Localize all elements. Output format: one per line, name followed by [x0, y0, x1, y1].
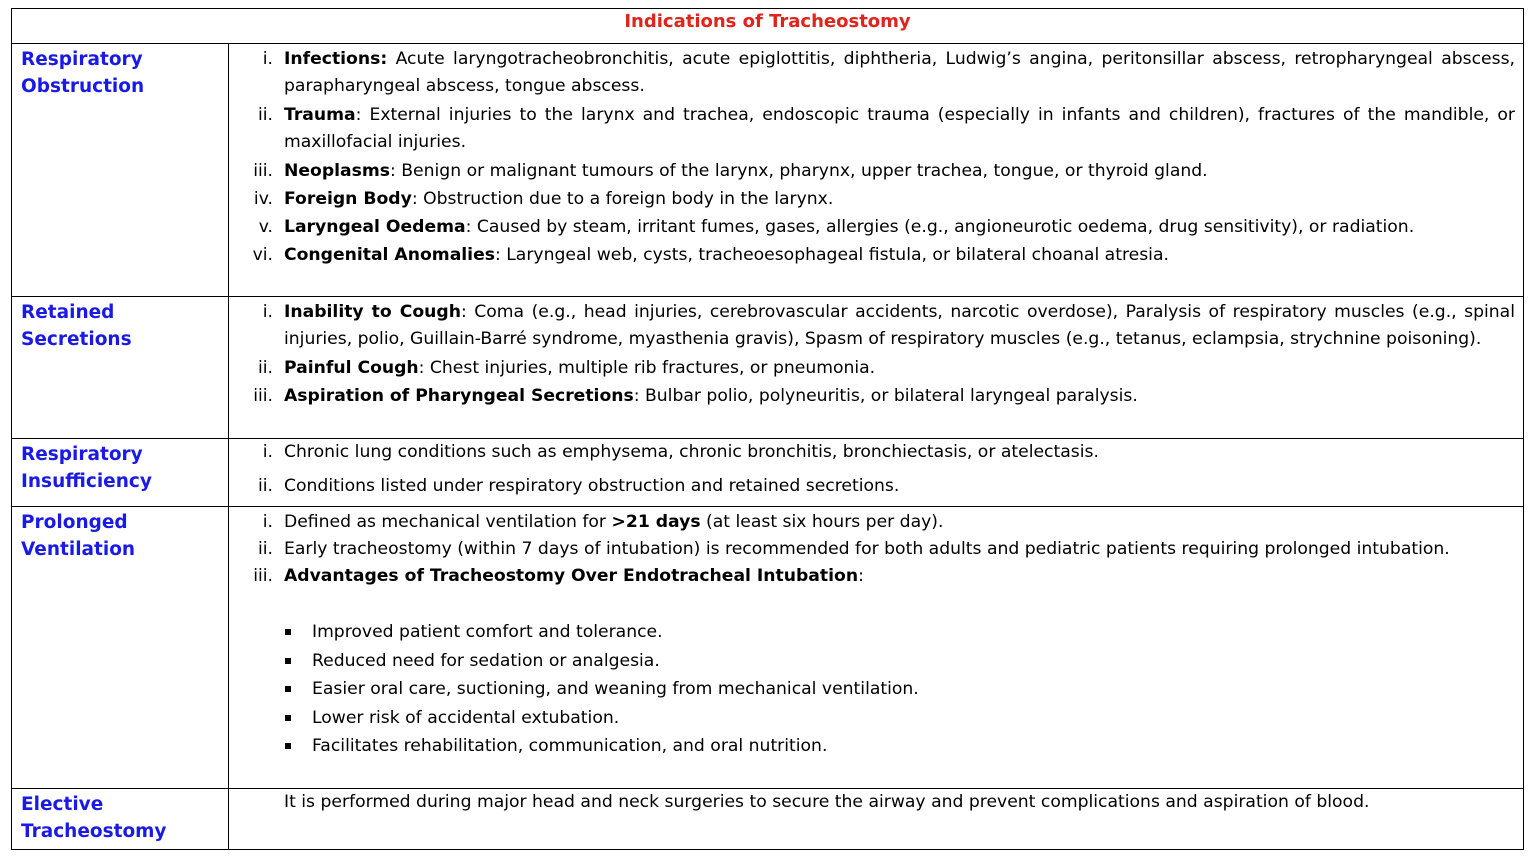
list-item	[243, 509, 1515, 536]
item-text: Conditions listed under respiratory obstruction and retained secretions.	[284, 476, 900, 496]
item-number: ii.	[257, 358, 273, 378]
row-label-prolonged-ventilation	[21, 509, 221, 563]
item-term: Painful Cough	[284, 358, 419, 378]
label-line: Elective	[21, 794, 104, 815]
item-number: v.	[258, 217, 273, 237]
paragraph	[243, 789, 1515, 816]
label-line: Insufficiency	[21, 471, 152, 492]
item-text: : Obstruction due to a foreign body in the larynx.	[411, 189, 834, 209]
bullet-item	[243, 675, 1515, 704]
item-text: : Coma (e.g., head injuries, cerebrovascular accidents, narcotic overdose), Paralysis of respiratory muscles (e.g., spinal injuries, polio, Guillain-Barré syndrome, myasthenia gravis), Spasm of respiratory muscles (e.g., tetanus, eclampsia, strychnine poisoning).	[284, 302, 1515, 349]
bullet-text: Lower risk of accidental extubation.	[312, 707, 620, 728]
item-text: : Bulbar polio, polyneuritis, or bilateral laryngeal paralysis.	[633, 386, 1138, 406]
row-content-respiratory-obstruction	[243, 46, 1515, 269]
bullet-item	[243, 618, 1515, 647]
list-item	[243, 299, 1515, 353]
row-label-respiratory-insufficiency	[21, 441, 221, 495]
item-term: Foreign Body	[284, 189, 412, 209]
item-text: : External injuries to the larynx and trachea, endoscopic trauma (especially in infants and children), fractures of the mandible, or maxillofacial injuries.	[284, 105, 1515, 152]
list-item	[243, 563, 1515, 590]
item-text: :	[858, 566, 864, 586]
item-term: Inability to Cough	[284, 302, 461, 322]
item-number: i.	[262, 512, 273, 532]
column-divider	[228, 43, 229, 849]
label-line: Respiratory	[21, 444, 143, 465]
list-item	[243, 536, 1515, 563]
item-term: Trauma	[284, 105, 356, 125]
item-term: Laryngeal Oedema	[284, 217, 466, 237]
bullet-text: Easier oral care, suctioning, and weaning from mechanical ventilation.	[312, 679, 919, 699]
square-bullet-icon	[285, 629, 291, 635]
list-item	[243, 355, 1515, 382]
item-term: Neoplasms	[284, 161, 391, 181]
bullet-text: Improved patient comfort and tolerance.	[312, 622, 663, 642]
item-term: Advantages of Tracheostomy Over Endotracheal Intubation	[284, 566, 859, 586]
label-line: Tracheostomy	[21, 821, 167, 842]
bullet-text: Reduced need for sedation or analgesia.	[312, 650, 660, 671]
item-term: Congenital Anomalies	[284, 245, 495, 265]
row-content-respiratory-insufficiency	[243, 439, 1515, 500]
row-content-prolonged-ventilation	[243, 509, 1515, 761]
item-number: ii.	[257, 539, 273, 559]
item-text: (at least six hours per day).	[700, 512, 944, 532]
item-number: ii.	[257, 105, 273, 125]
list-item	[243, 46, 1515, 100]
list-item	[243, 439, 1515, 466]
label-line: Secretions	[21, 329, 132, 350]
bullet-text: Facilitates rehabilitation, communication, and oral nutrition.	[312, 736, 828, 756]
list-item	[243, 473, 1515, 500]
item-text: : Caused by steam, irritant fumes, gases, allergies (e.g., angioneurotic oedema, drug sensitivity), or radiation.	[465, 217, 1415, 237]
label-line: Respiratory	[21, 49, 143, 70]
square-bullet-icon	[285, 686, 291, 692]
bullet-item	[243, 647, 1515, 676]
item-text: Acute laryngotracheobronchitis, acute epiglottitis, diphtheria, Ludwig’s angina, peritonsillar abscess, retropharyngeal abscess, parapharyngeal abscess, tongue abscess.	[284, 49, 1515, 96]
item-number: i.	[262, 442, 273, 462]
label-line: Prolonged	[21, 512, 128, 533]
item-number: i.	[262, 49, 273, 69]
row-label-retained-secretions	[21, 299, 221, 353]
list-item	[243, 242, 1515, 269]
bullet-item	[243, 704, 1515, 733]
square-bullet-icon	[285, 715, 291, 721]
row-content-retained-secretions	[243, 299, 1515, 410]
label-line: Obstruction	[21, 76, 145, 97]
list-item	[243, 214, 1515, 241]
indications-table	[11, 8, 1524, 850]
row-label-respiratory-obstruction	[21, 46, 221, 100]
item-number: ii.	[257, 476, 273, 496]
item-emphasis: >21 days	[611, 512, 701, 532]
list-item	[243, 383, 1515, 410]
item-text: Defined as mechanical ventilation for	[284, 512, 612, 532]
item-number: iii.	[253, 386, 273, 406]
item-text: Chronic lung conditions such as emphysema, chronic bronchitis, bronchiectasis, or atelectasis.	[284, 442, 1099, 462]
list-item	[243, 102, 1515, 156]
row-content-elective-tracheostomy	[243, 789, 1515, 816]
row-divider	[12, 43, 1523, 44]
label-line: Ventilation	[21, 539, 136, 560]
square-bullet-icon	[285, 743, 291, 749]
label-line: Retained	[21, 302, 115, 323]
item-number: iii.	[253, 566, 273, 586]
item-text: It is performed during major head and neck surgeries to secure the airway and prevent complications and aspiration of blood.	[284, 792, 1370, 812]
list-item	[243, 158, 1515, 185]
item-number: iv.	[253, 189, 273, 209]
row-divider	[12, 506, 1523, 507]
item-text: : Chest injuries, multiple rib fractures, or pneumonia.	[418, 358, 876, 378]
table-title: Indications of Tracheostomy	[624, 11, 911, 32]
item-text: : Benign or malignant tumours of the larynx, pharynx, upper trachea, tongue, or thyroid gland.	[390, 161, 1208, 181]
item-text: Early tracheostomy (within 7 days of intubation) is recommended for both adults and pediatric patients requiring prolonged intubation.	[284, 539, 1450, 559]
square-bullet-icon	[285, 658, 291, 664]
item-term: Infections:	[284, 49, 388, 69]
item-number: vi.	[252, 245, 273, 265]
row-divider	[12, 296, 1523, 297]
item-number: iii.	[253, 161, 273, 181]
bullet-item	[243, 732, 1515, 761]
item-term: Aspiration of Pharyngeal Secretions	[284, 386, 634, 406]
list-item	[243, 186, 1515, 213]
item-text: : Laryngeal web, cysts, tracheoesophageal fistula, or bilateral choanal atresia.	[494, 245, 1169, 265]
item-number: i.	[262, 302, 273, 322]
row-label-elective-tracheostomy	[21, 791, 221, 845]
